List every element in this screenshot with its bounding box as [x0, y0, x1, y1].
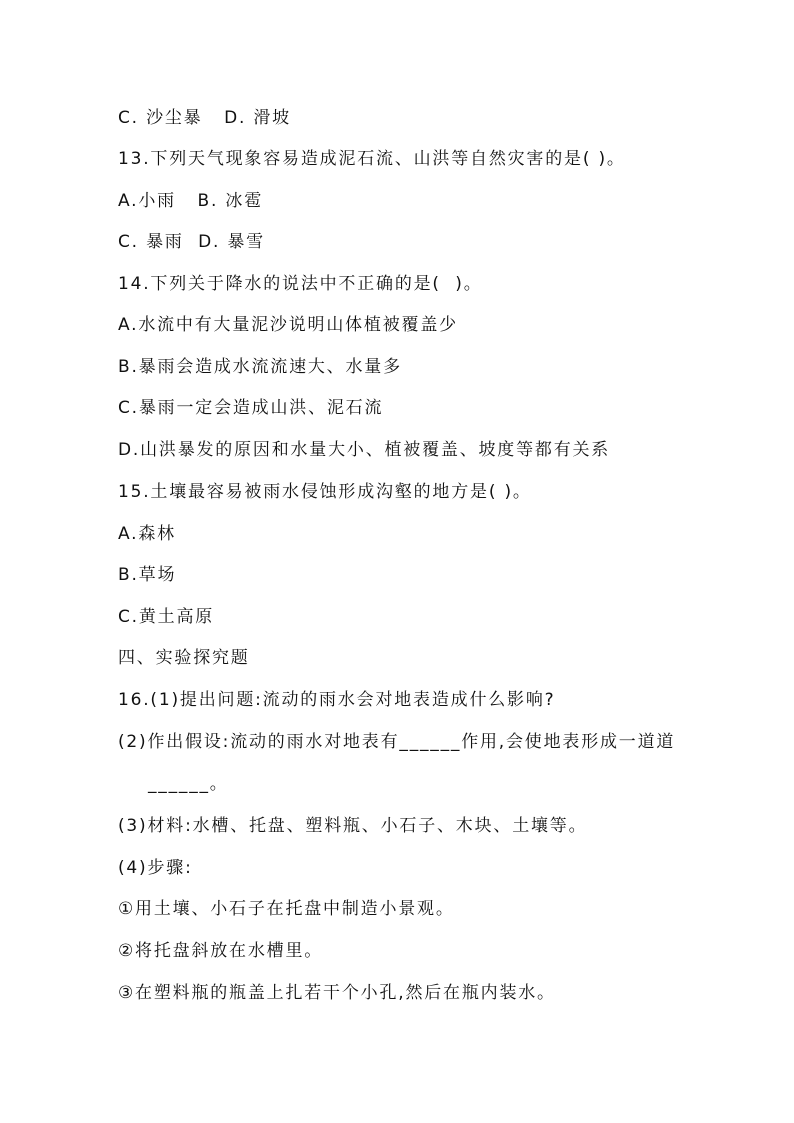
q13-stem: 13.下列天气现象容易造成泥石流、山洪等自然灾害的是( )。: [118, 149, 626, 169]
q14-option-b: B.暴雨会造成水流流速大、水量多: [118, 357, 402, 377]
q16-hypothesis: (2)作出假设:流动的雨水对地表有______作用,会使地表形成一道道: [118, 732, 676, 752]
q14-option-a: A.水流中有大量泥沙说明山体植被覆盖少: [118, 315, 458, 335]
q15-option-c: C.黄土高原: [118, 607, 215, 627]
q16-steps-heading: (4)步骤:: [118, 858, 193, 878]
q13-options-cd: C. 暴雨 D. 暴雪: [118, 232, 265, 252]
q14-option-d: D.山洪暴发的原因和水量大小、植被覆盖、坡度等都有关系: [118, 440, 611, 460]
q15-option-a: A.森林: [118, 524, 176, 544]
q16-question: 16.(1)提出问题:流动的雨水会对地表造成什么影响?: [118, 690, 556, 710]
q16-step-2: ②将托盘斜放在水槽里。: [118, 941, 324, 961]
section-heading: 四、实验探究题: [118, 648, 250, 668]
q15-stem: 15.土壤最容易被雨水侵蚀形成沟壑的地方是( )。: [118, 482, 532, 502]
q14-stem: 14.下列关于降水的说法中不正确的是( )。: [118, 274, 483, 294]
q15-option-b: B.草场: [118, 565, 177, 585]
q16-step-3: ③在塑料瓶的瓶盖上扎若干个小孔,然后在瓶内装水。: [118, 983, 556, 1003]
q16-materials: (3)材料:水槽、托盘、塑料瓶、小石子、木块、土壤等。: [118, 816, 588, 836]
q16-hypothesis-cont: ______。: [148, 774, 229, 794]
q13-options-ab: A.小雨 B. 冰雹: [118, 191, 264, 211]
q14-option-c: C.暴雨一定会造成山洪、泥石流: [118, 398, 384, 418]
q12-options-cd: C. 沙尘暴 D. 滑坡: [118, 108, 291, 128]
q16-step-1: ①用土壤、小石子在托盘中制造小景观。: [118, 899, 455, 919]
